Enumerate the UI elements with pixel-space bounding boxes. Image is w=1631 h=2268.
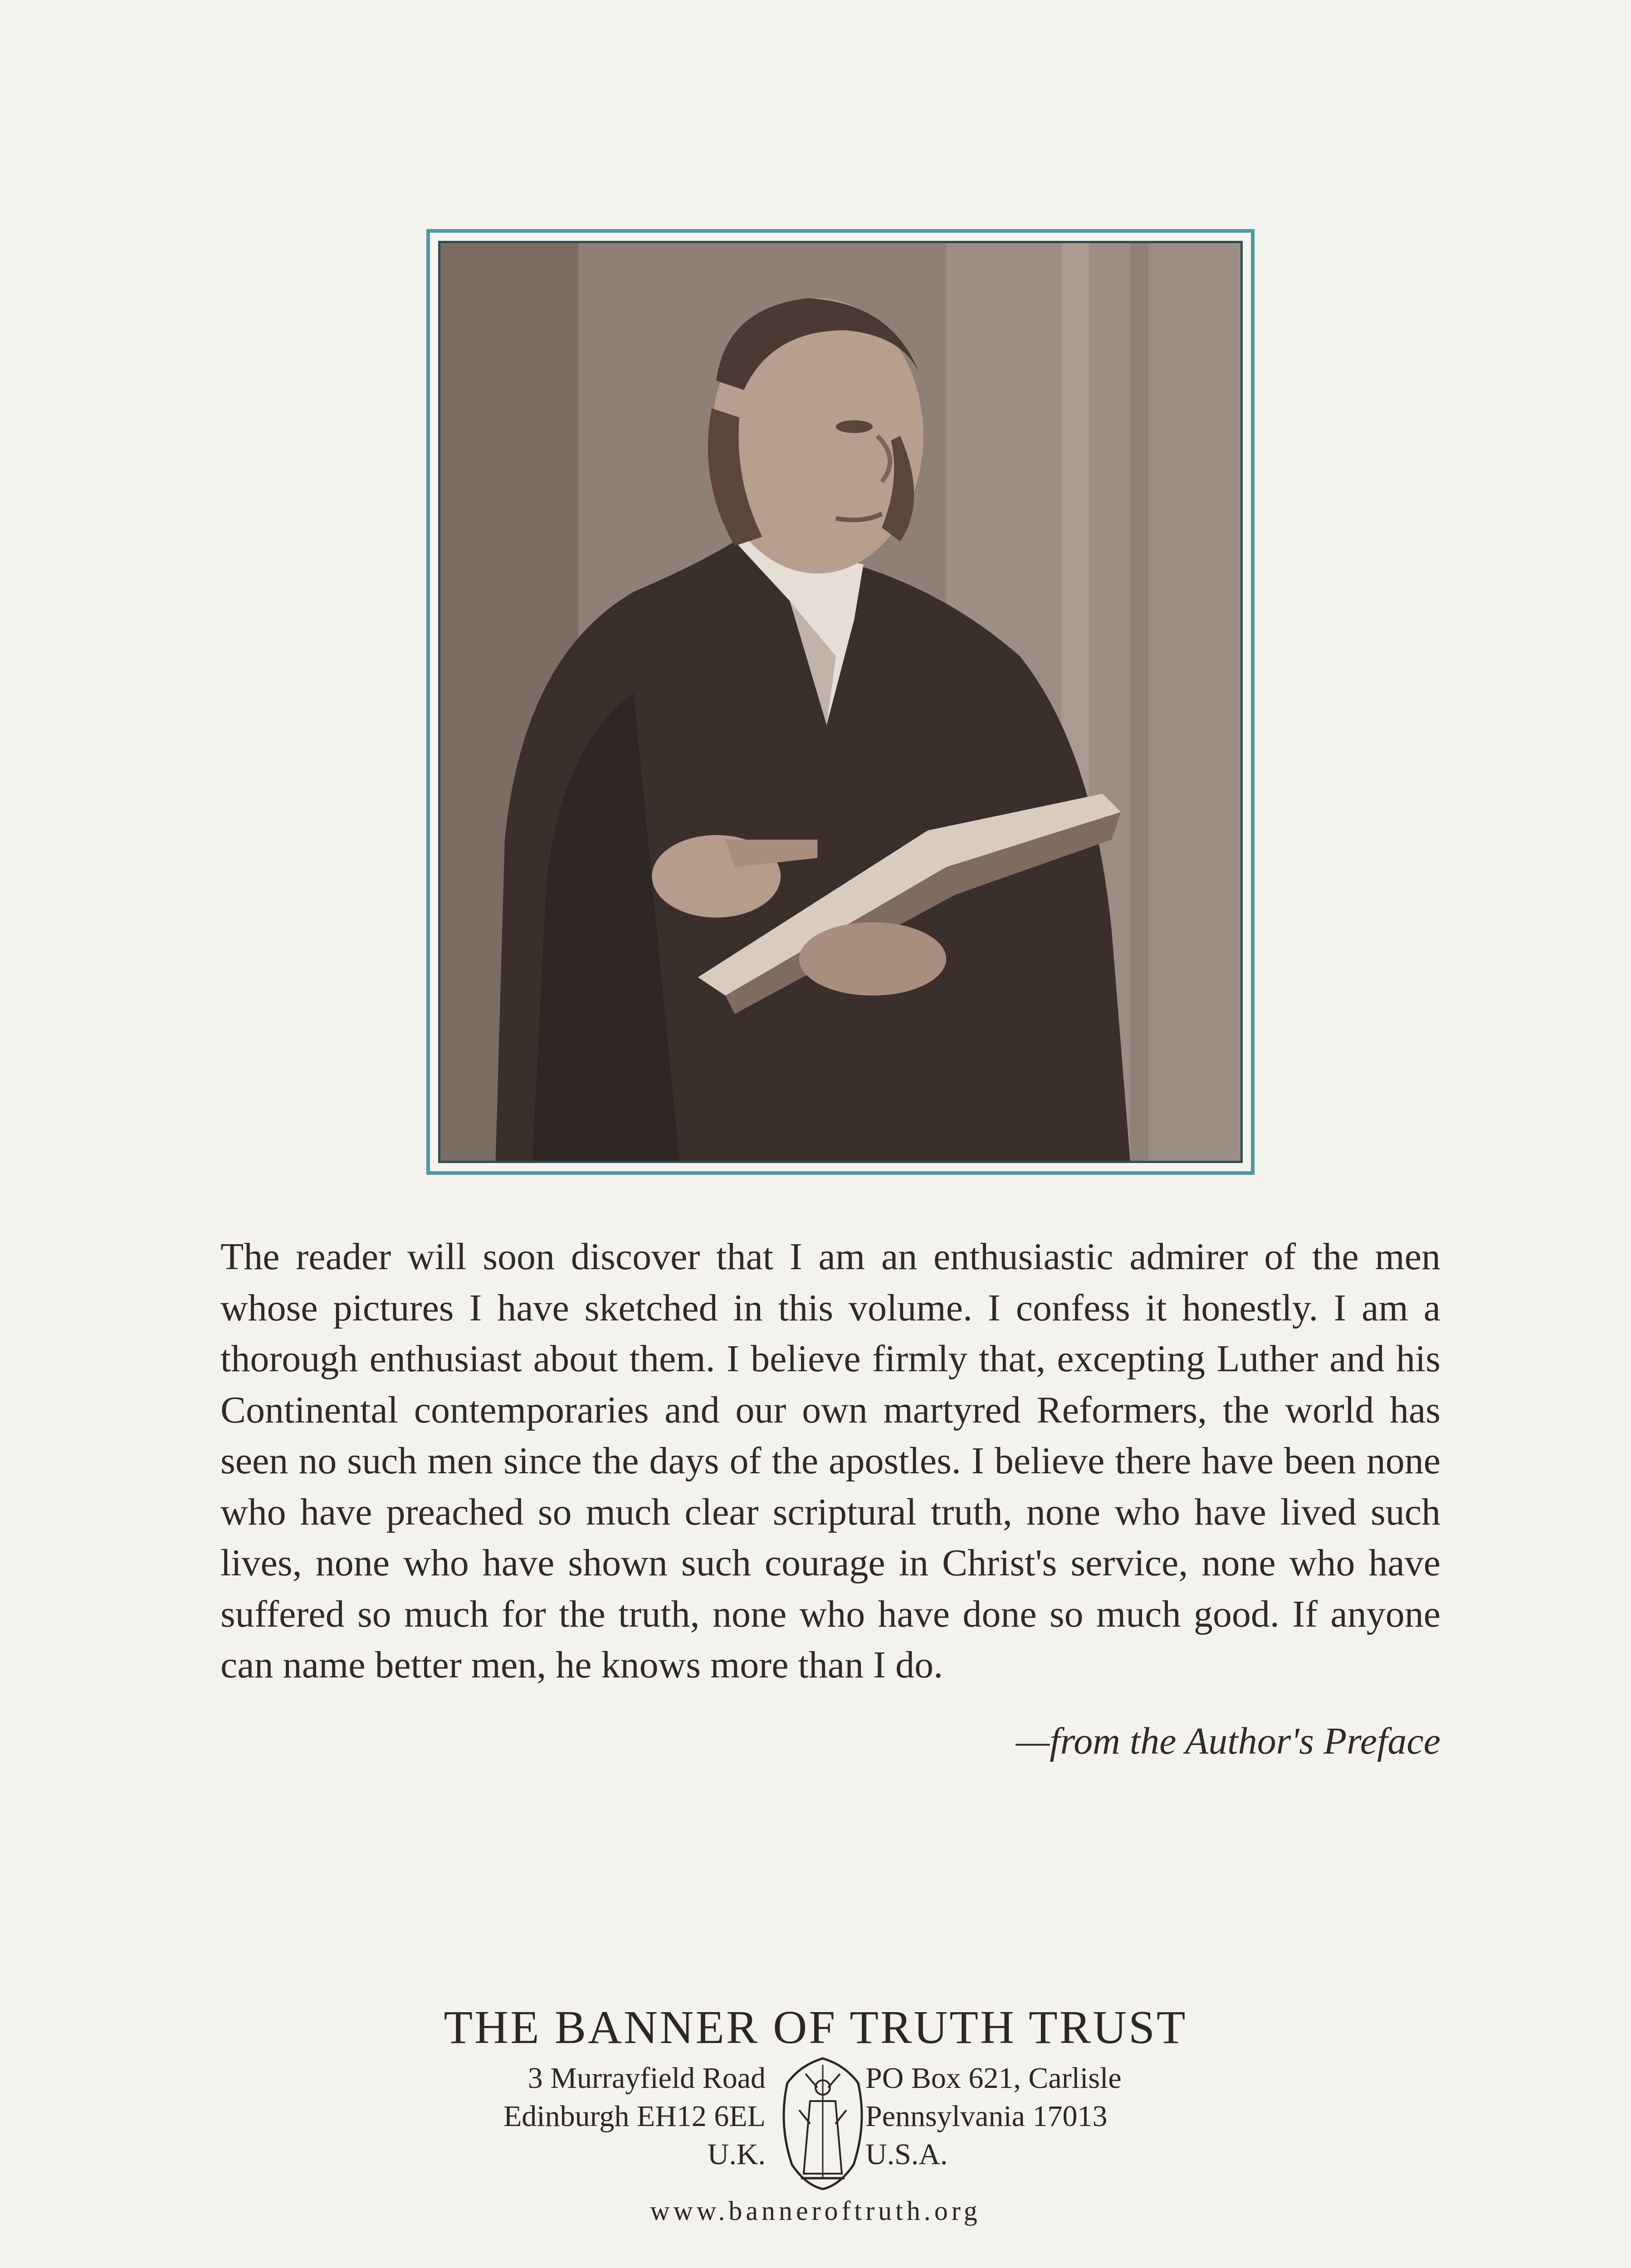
uk-address-line: Edinburgh EH12 6EL — [503, 2100, 766, 2133]
preface-quote: The reader will soon discover that I am an enthusiastic admirer of the men whose pictures I have sketched in this volume. I confess it honestly. I am a thorough enthusiast about them. I believe firmly that, excepting Luther and his Continental contemporaries and our own martyred Reformers, the world has seen no such men since the days of the apostles. I believe there have been none who have preached so much clear scriptural truth, none who have lived such lives, none who have shown such courage in Christ's service, none who have suffered so much for the truth, none who have done so much good. If anyone can name better men, he knows more than I do. — [220, 1236, 1441, 1686]
us-address-line: PO Box 621, Carlisle — [865, 2062, 1122, 2095]
uk-address-line: U.K. — [707, 2138, 766, 2171]
portrait-illustration — [440, 243, 1240, 1161]
us-address-line: Pennsylvania 17013 — [865, 2100, 1108, 2133]
portrait-frame — [426, 229, 1255, 1175]
us-address-line: U.S.A. — [865, 2138, 948, 2171]
publisher-name: THE BANNER OF TRUTH TRUST — [444, 2001, 1187, 2053]
quote-attribution: —from the Author's Preface — [1016, 1720, 1441, 1762]
us-address — [865, 2059, 1122, 2174]
portrait-image — [438, 241, 1243, 1163]
uk-address — [503, 2059, 766, 2174]
publisher-website: www.banneroftruth.org — [650, 2196, 981, 2226]
uk-address-line: 3 Murrayfield Road — [527, 2062, 766, 2095]
banner-of-truth-emblem-icon — [774, 2056, 872, 2192]
